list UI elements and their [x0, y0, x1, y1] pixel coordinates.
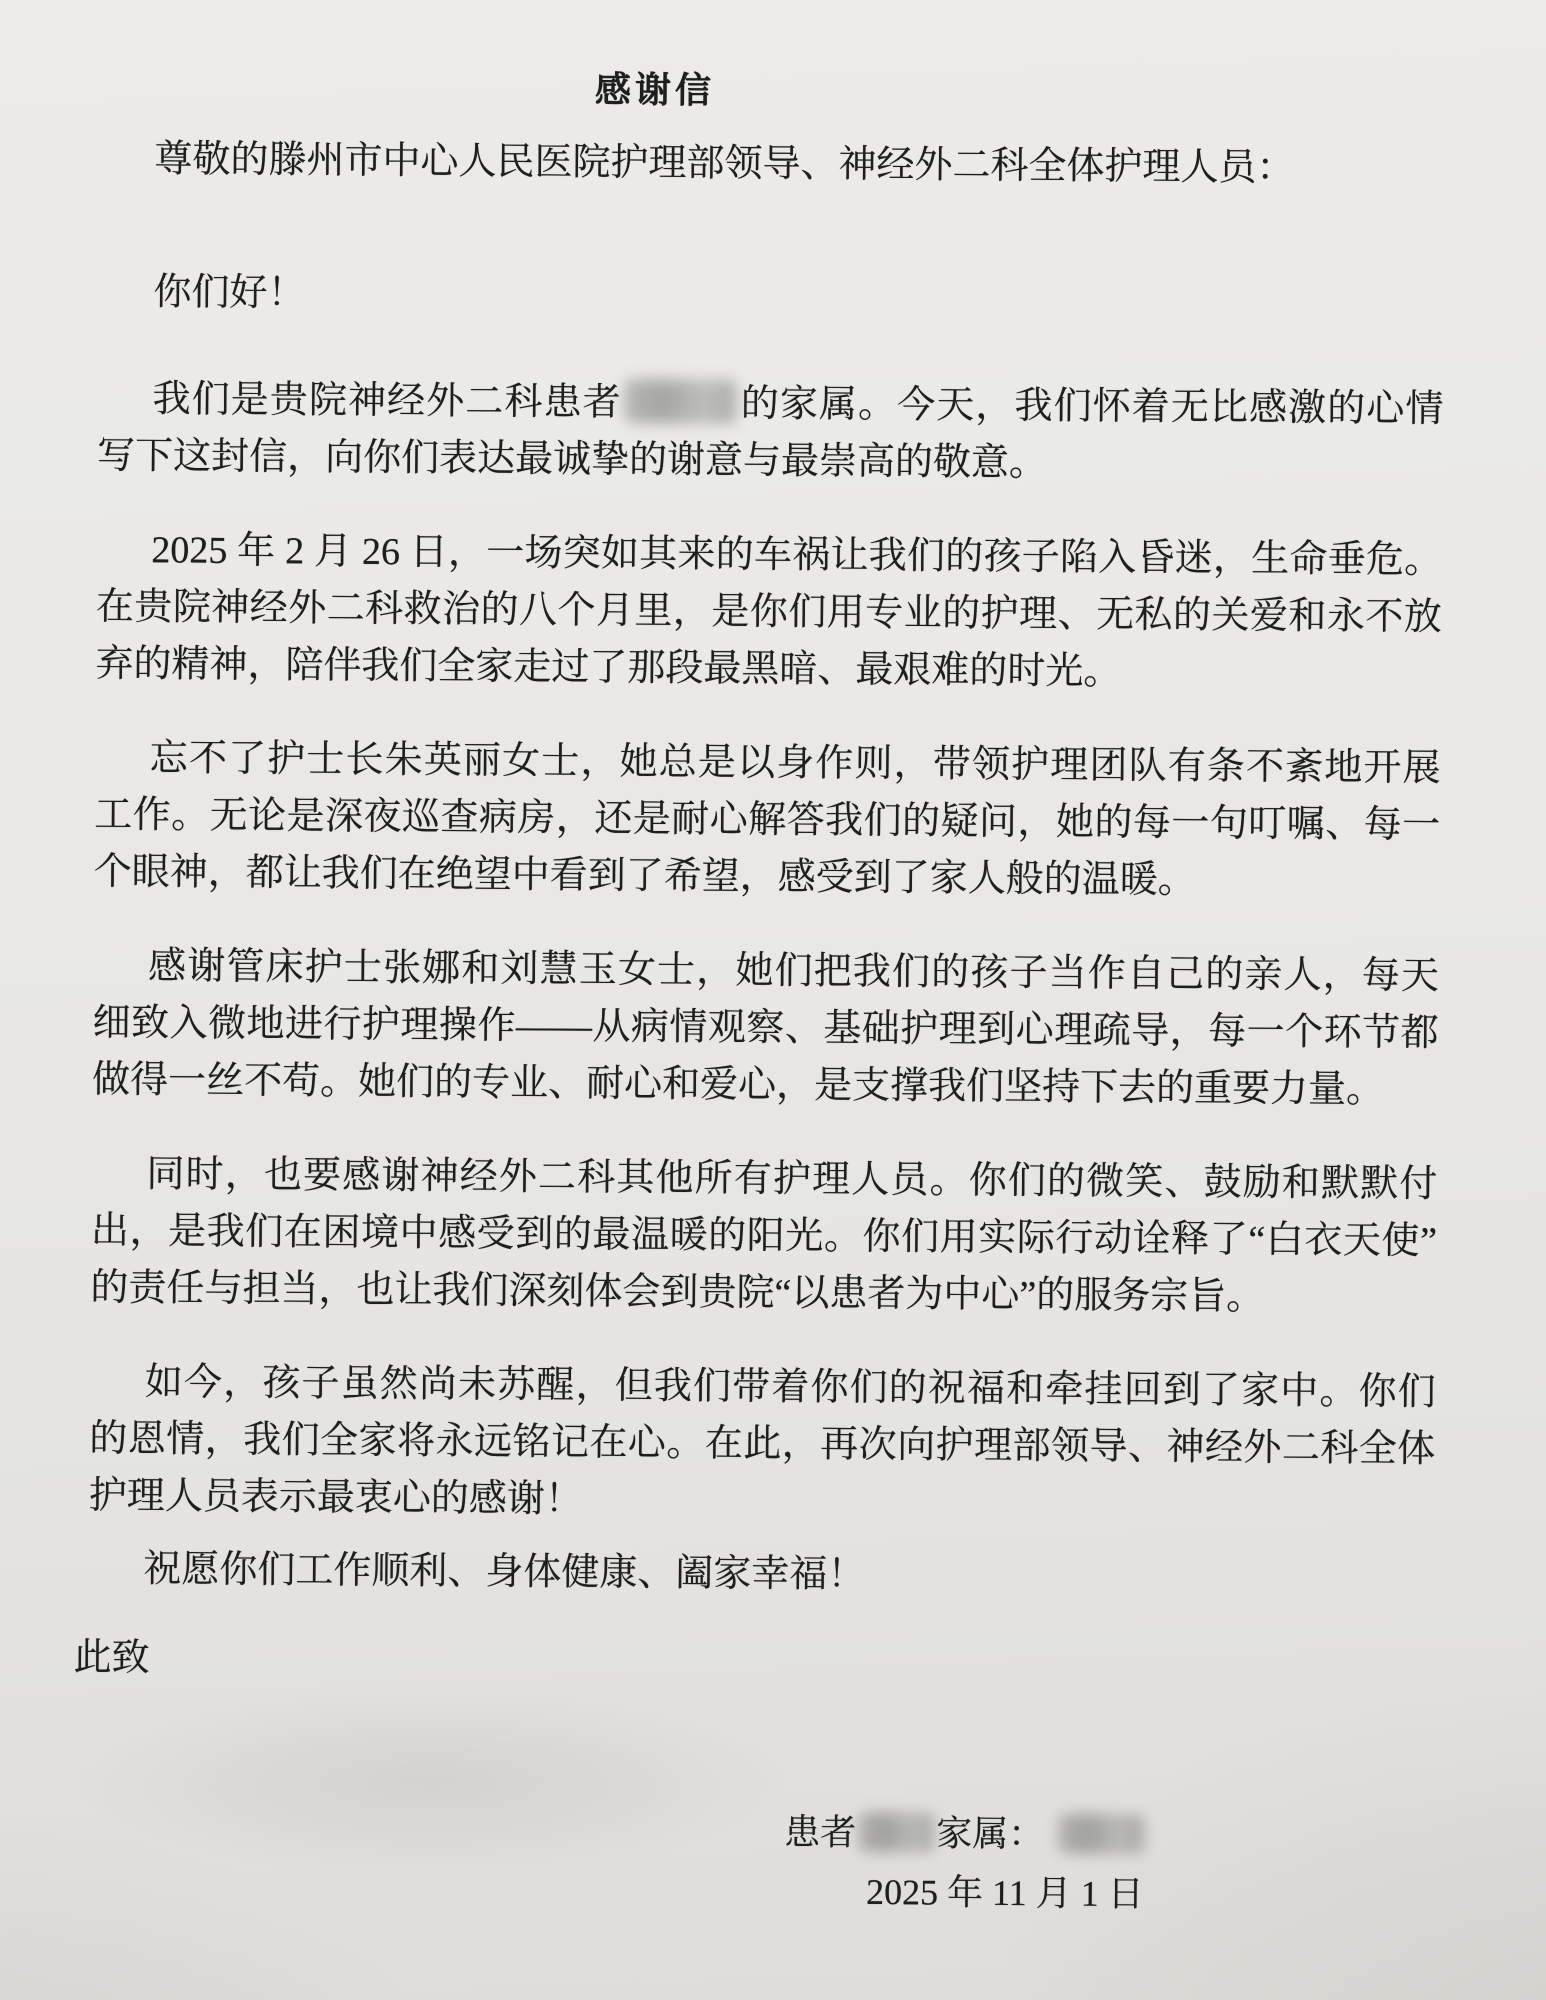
- redacted-family-name-signature: [1058, 1813, 1144, 1854]
- wish-line: 祝愿你们工作顺利、身体健康、阖家幸福！: [143, 1548, 866, 1596]
- date-line: 2025 年 11 月 1 日: [865, 1871, 1144, 1915]
- signature-line: [86, 1799, 1144, 1864]
- redacted-patient-name-signature: [858, 1812, 934, 1853]
- paragraph-3: 忘不了护士长朱英丽女士，她总是以身作则，带领护理团队有条不紊地开展工作。无论是深夜巡查病房，还是耐心解答我们的疑问，她的每一句叮嘱、每一个眼神，都让我们在绝望中看到了希望，感受到了家人般的温暖。: [93, 737, 1441, 902]
- paragraph-5: 同时，也要感谢神经外二科其他所有护理人员。你们的微笑、鼓励和默默付出，是我们在困境中感受到的最温暖的阳光。你们用实际行动诠释了“白衣天使”的责任与担当，也让我们深刻体会到贵院“以患者为中心”的服务宗旨。: [90, 1153, 1438, 1319]
- paragraph-1-after-name: 的家属。今天，我们怀着无比感激的心情写下这封信，向你们表达最诚挚的谢意与最崇高的敬意。: [96, 382, 1444, 485]
- salutation-line: 尊敬的滕州市中心人民医院护理部领导、神经外二科全体护理人员：: [154, 138, 1295, 190]
- letter-title: 感谢信: [594, 69, 716, 111]
- signature-block: [86, 1799, 1145, 1923]
- paragraph-2: 2025 年 2 月 26 日，一场突如其来的车祸让我们的孩子陷入昏迷，生命垂危。在贵院神经外二科救治的八个月里，是你们用专业的护理、无私的关爱和永不放弃的精神，陪伴我们全家走过了那段最黑暗、最艰难的时光。: [95, 529, 1443, 693]
- patient-label: 患者: [784, 1812, 857, 1853]
- paragraph-1: [97, 371, 1444, 496]
- paragraph-4: 感谢管床护士张娜和刘慧玉女士，她们把我们的孩子当作自己的亲人，每天细致入微地进行护理操作——从病情观察、基础护理到心理疏导，每一个环节都做得一丝不苟。她们的专业、耐心和爱心，是支撑我们坚持下去的重要力量。: [91, 945, 1440, 1111]
- paragraph-1-before-name: 我们是贵院神经外二科患者: [152, 378, 622, 424]
- family-label: 家属：: [936, 1813, 1045, 1855]
- greeting-line: 你们好！: [153, 271, 306, 315]
- paragraph-6: 如今，孩子虽然尚未苏醒，但我们带着你们的祝福和牵挂回到了家中。你们的恩情，我们全家将永远铭记在心。在此，再次向护理部领导、神经外二科全体护理人员表示最衷心的感谢！: [88, 1361, 1436, 1521]
- closing-line: 此致: [73, 1636, 150, 1680]
- redacted-patient-name: [625, 379, 737, 424]
